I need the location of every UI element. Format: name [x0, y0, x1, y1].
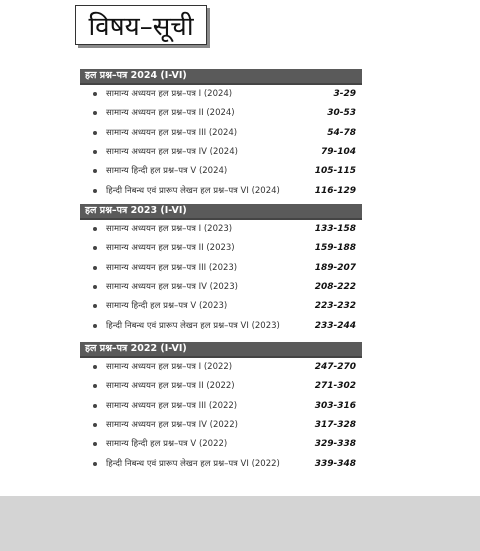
- page-title: विषय–सूची: [75, 5, 207, 45]
- bullet-icon: [93, 266, 97, 270]
- toc-entry-label: सामान्य अध्ययन हल प्रश्न–पत्र IV (2023): [106, 281, 238, 292]
- toc-entry-pages: 54-78: [327, 127, 356, 138]
- section-divider: [80, 83, 362, 85]
- toc-entry[interactable]: [80, 145, 356, 159]
- toc-entry-pages: 271-302: [314, 381, 356, 392]
- toc-entry[interactable]: [80, 106, 356, 120]
- bullet-icon: [93, 131, 97, 135]
- bullet-icon: [93, 111, 97, 115]
- toc-entry-pages: 247-270: [314, 362, 356, 372]
- toc-entry-pages: 233-244: [314, 320, 356, 331]
- toc-entry-label: सामान्य अध्ययन हल प्रश्न–पत्र III (2023): [106, 262, 238, 273]
- toc-entry-label: सामान्य हिन्दी हल प्रश्न–पत्र V (2023): [106, 301, 228, 312]
- toc-entry-label: सामान्य अध्ययन हल प्रश्न–पत्र IV (2022): [106, 419, 238, 430]
- toc-entry[interactable]: [80, 457, 356, 471]
- section-divider: [80, 218, 362, 220]
- toc-entry-label: सामान्य अध्ययन हल प्रश्न–पत्र III (2024): [106, 127, 238, 138]
- toc-entry[interactable]: [80, 418, 356, 432]
- bullet-icon: [93, 150, 97, 154]
- toc-entry-label: सामान्य अध्ययन हल प्रश्न–पत्र II (2023): [106, 243, 235, 254]
- toc-entry-pages: 317-328: [314, 419, 356, 430]
- toc-entry-label: सामान्य हिन्दी हल प्रश्न–पत्र V (2024): [106, 166, 228, 177]
- toc-entry-label: हिन्दी निबन्ध एवं प्रारूप लेखन हल प्रश्न–पत्र VI (2022): [106, 458, 280, 469]
- toc-entry-label: सामान्य अध्ययन हल प्रश्न–पत्र I (2023): [106, 224, 233, 234]
- bullet-icon: [93, 169, 97, 173]
- toc-entry-label: सामान्य अध्ययन हल प्रश्न–पत्र II (2022): [106, 381, 235, 392]
- section-header: हल प्रश्न–पत्र 2023 (I-VI): [80, 204, 362, 218]
- toc-entry-pages: 189-207: [314, 262, 356, 273]
- toc-entry-label: सामान्य अध्ययन हल प्रश्न–पत्र I (2024): [106, 89, 233, 99]
- toc-entry-pages: 208-222: [314, 281, 356, 292]
- bullet-icon: [93, 92, 97, 96]
- toc-entry-label: हिन्दी निबन्ध एवं प्रारूप लेखन हल प्रश्न–पत्र VI (2024): [106, 185, 280, 196]
- bullet-icon: [93, 442, 97, 446]
- toc-entry[interactable]: [80, 222, 356, 236]
- bullet-icon: [93, 404, 97, 408]
- toc-entry[interactable]: [80, 360, 356, 374]
- toc-entry[interactable]: [80, 319, 356, 333]
- toc-entry-label: सामान्य हिन्दी हल प्रश्न–पत्र V (2022): [106, 439, 228, 450]
- bullet-icon: [93, 324, 97, 328]
- toc-entry[interactable]: [80, 437, 356, 451]
- toc-entry[interactable]: [80, 379, 356, 393]
- toc-entry[interactable]: [80, 164, 356, 178]
- bullet-icon: [93, 227, 97, 231]
- toc-entry[interactable]: [80, 87, 356, 101]
- toc-entry-pages: 116-129: [314, 185, 356, 196]
- bullet-icon: [93, 189, 97, 193]
- toc-entry[interactable]: [80, 184, 356, 198]
- toc-entry-pages: 30-53: [327, 108, 356, 119]
- section-divider: [80, 356, 362, 358]
- toc-entry[interactable]: [80, 126, 356, 140]
- toc-entry-pages: 159-188: [314, 243, 356, 254]
- toc-entry-label: सामान्य अध्ययन हल प्रश्न–पत्र III (2022): [106, 400, 238, 411]
- bullet-icon: [93, 423, 97, 427]
- bullet-icon: [93, 384, 97, 388]
- bullet-icon: [93, 246, 97, 250]
- section-header: हल प्रश्न–पत्र 2024 (I-VI): [80, 69, 362, 83]
- toc-entry-label: सामान्य अध्ययन हल प्रश्न–पत्र I (2022): [106, 362, 233, 372]
- toc-entry-pages: 133-158: [314, 224, 356, 234]
- toc-entry[interactable]: [80, 241, 356, 255]
- footer-band: [0, 496, 480, 551]
- toc-entry-pages: 303-316: [314, 400, 356, 411]
- bullet-icon: [93, 462, 97, 466]
- bullet-icon: [93, 285, 97, 289]
- toc-entry-pages: 3-29: [333, 89, 356, 99]
- bullet-icon: [93, 365, 97, 369]
- toc-entry-pages: 79-104: [320, 146, 356, 157]
- toc-entry-pages: 223-232: [314, 301, 356, 312]
- bullet-icon: [93, 304, 97, 308]
- toc-entry-label: सामान्य अध्ययन हल प्रश्न–पत्र II (2024): [106, 108, 235, 119]
- toc-entry[interactable]: [80, 280, 356, 294]
- toc-entry-pages: 105-115: [314, 166, 356, 177]
- toc-entry-label: हिन्दी निबन्ध एवं प्रारूप लेखन हल प्रश्न–पत्र VI (2023): [106, 320, 280, 331]
- section-header: हल प्रश्न–पत्र 2022 (I-VI): [80, 342, 362, 356]
- toc-entry-pages: 329-338: [314, 439, 356, 450]
- toc-entry-label: सामान्य अध्ययन हल प्रश्न–पत्र IV (2024): [106, 146, 238, 157]
- toc-entry-pages: 339-348: [314, 458, 356, 469]
- toc-entry[interactable]: [80, 261, 356, 275]
- toc-entry[interactable]: [80, 299, 356, 313]
- toc-entry[interactable]: [80, 399, 356, 413]
